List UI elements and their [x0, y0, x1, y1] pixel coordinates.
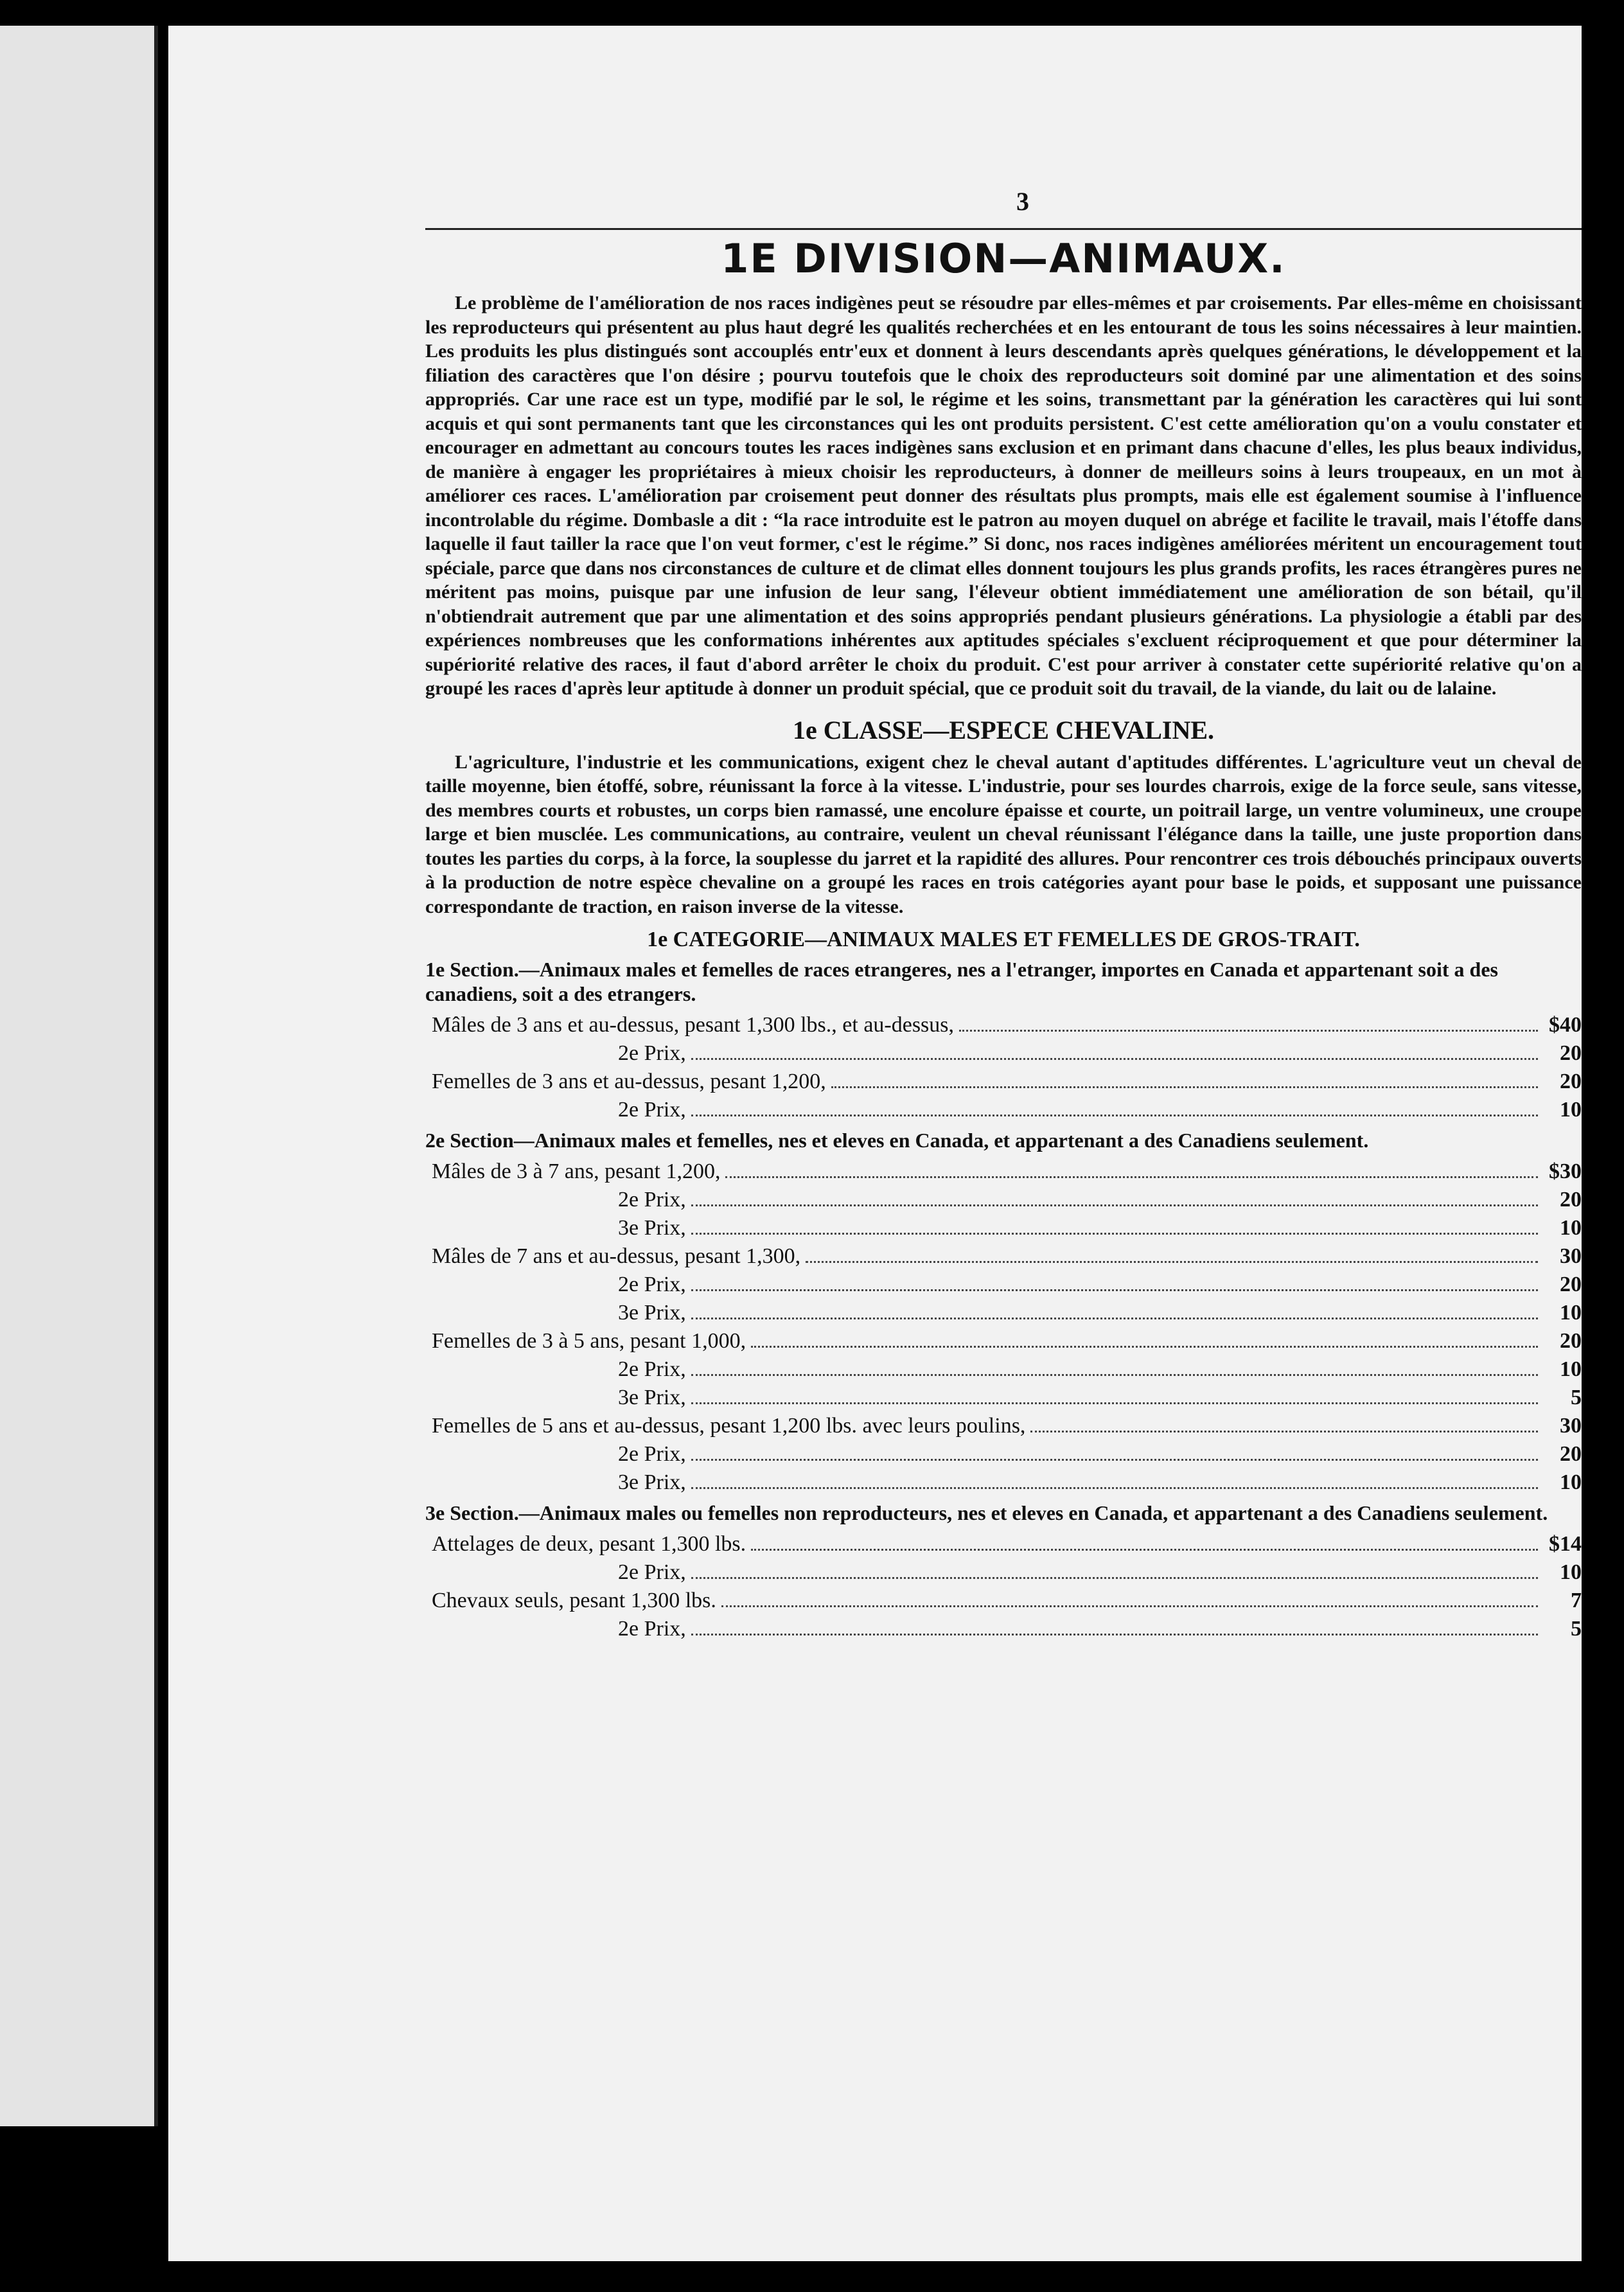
prize-label: Attelages de deux, pesant 1,300 lbs. — [432, 1532, 746, 1556]
leader-dots — [691, 1318, 1538, 1319]
prize-amount: $40 — [1549, 1013, 1582, 1037]
prize-label: 3e Prix, — [618, 1470, 686, 1494]
prize-label: 2e Prix, — [618, 1617, 686, 1641]
prize-label: 2e Prix, — [618, 1188, 686, 1212]
prize-amount: 7 — [1571, 1589, 1582, 1612]
prize-label: 2e Prix, — [618, 1357, 686, 1381]
prize-label: Mâles de 7 ans et au-dessus, pesant 1,300, — [432, 1244, 801, 1268]
prize-label: 3e Prix, — [618, 1386, 686, 1409]
prize-row — [425, 1011, 1582, 1039]
prize-row — [425, 1384, 1582, 1412]
prize-amount: 10 — [1560, 1098, 1582, 1122]
division-title: 1E DIVISION—ANIMAUX. — [721, 235, 1286, 282]
prize-label: Femelles de 3 à 5 ans, pesant 1,000, — [432, 1329, 746, 1353]
prize-label: Femelles de 5 ans et au-dessus, pesant 1,200 lbs. avec leurs poulins, — [432, 1414, 1026, 1438]
prize-row — [425, 1558, 1582, 1587]
prize-row — [425, 1158, 1582, 1186]
document-page — [168, 26, 1582, 2261]
prize-amount: 30 — [1560, 1244, 1582, 1268]
leader-dots — [691, 1289, 1538, 1291]
leader-dots — [959, 1030, 1538, 1032]
prize-label: 2e Prix, — [618, 1442, 686, 1466]
prize-amount: $30 — [1549, 1159, 1582, 1183]
prize-row — [425, 1242, 1582, 1271]
prize-row — [425, 1186, 1582, 1214]
prize-amount: 10 — [1560, 1560, 1582, 1584]
prize-label: Mâles de 3 à 7 ans, pesant 1,200, — [432, 1159, 721, 1183]
leader-dots — [691, 1374, 1538, 1376]
prize-amount: 20 — [1560, 1188, 1582, 1212]
prize-label: 3e Prix, — [618, 1301, 686, 1325]
leader-dots — [725, 1176, 1538, 1178]
prize-amount: 20 — [1560, 1070, 1582, 1093]
page-number: 3 — [1016, 187, 1029, 216]
leader-dots — [691, 1459, 1538, 1461]
leader-dots — [1030, 1431, 1538, 1432]
prize-amount: 20 — [1560, 1329, 1582, 1353]
facing-page-edge — [0, 26, 158, 2126]
prize-row — [425, 1214, 1582, 1242]
section-title: 2e Section—Animaux males et femelles, nes et eleves en Canada, et appartenant a des Canadiens seulement. — [425, 1129, 1369, 1152]
prize-label: 2e Prix, — [618, 1098, 686, 1122]
leader-dots — [751, 1346, 1538, 1348]
prize-row — [425, 1615, 1582, 1643]
prize-row — [425, 1068, 1582, 1096]
leader-dots — [831, 1086, 1538, 1088]
leader-dots — [806, 1261, 1538, 1263]
prize-amount: 20 — [1560, 1041, 1582, 1065]
prize-label: 3e Prix, — [618, 1216, 686, 1240]
prize-amount: 20 — [1560, 1273, 1582, 1296]
intro-paragraph: Le problème de l'amélioration de nos races indigènes peut se résoudre par elles-mêmes et par croisements. Par elles-même en choisissant les reproducteurs qui présentent au plus haut degré les qualités recherchées et en les entourant de tous les soins nécessaires à leur maintien. Les produits les plus distingués sont accouplés entr'eux et donnent à leurs descendants après quelques générations, le développement et la filiation des caractères que l'on désire ; pourvu toutefois que le choix des reproducteurs soit dominé par une alimentation et des soins appropriés. Car une race est un type, modifié par le sol, le régime et les soins, transmettant par la génération les caractères qui lui sont acquis et qui sont permanents tant que les circonstances qui les ont produits persistent. C'est cette amélioration qu'on a voulu constater et encourager en admettant au concours toutes les races indigènes sans exclusion et en primant dans chacune d'elles, les plus beaux individus, de manière à engager les propriétaires à mieux choisir les reproducteurs, à donner de meilleurs soins à leurs troupeaux, en un mot à améliorer ces races. L'amélioration par croisement peut donner des résultats plus prompts, mais elle est également soumise à l'influence incontrolable du régime. Dombasle a dit : “la race introduite est le patron au moyen duquel on abrége et facilite le travail, mais l'étoffe dans laquelle il faut tailler la race que l'on veut former, c'est le régime.” Si donc, nos races indigènes améliorées méritent un encouragement tout spéciale, parce que dans nos circonstances de culture et de climat elles donnent toujours les plus grands profits, les races étrangères pures ne méritent pas moins, puisque par une infusion de leur sang, l'éleveur obtient immédiatement une amélioration de son bétail, qu'il n'obtiendrait autrement que par une alimentation et des soins appropriés pendant plusieurs générations. La physiologie a établi par des expériences nombreuses que les conformations inhérentes aux aptitudes spéciales s'excluent réciproquement et que pour déterminer la supériorité relative des races, il faut d'abord arrêter le choix du produit. C'est pour arriver à constater cette supériorité relative qu'on a groupé les races d'après leur aptitude à donner un produit spécial, que ce produit soit du travail, de la viande, du lait ou de lalaine. — [425, 292, 1582, 699]
prize-row — [425, 1096, 1582, 1124]
leader-dots — [691, 1233, 1538, 1235]
header-rule — [425, 228, 1582, 230]
prize-label: 2e Prix, — [618, 1273, 686, 1296]
page-content — [425, 186, 1582, 1643]
prize-label: Chevaux seuls, pesant 1,300 lbs. — [432, 1589, 716, 1612]
prize-row — [425, 1468, 1582, 1497]
class-title: 1e CLASSE—ESPECE CHEVALINE. — [792, 715, 1215, 745]
prize-row — [425, 1271, 1582, 1299]
prize-amount: 5 — [1571, 1386, 1582, 1409]
prize-row — [425, 1412, 1582, 1440]
prize-row — [425, 1355, 1582, 1384]
prize-label: 2e Prix, — [618, 1560, 686, 1584]
prize-amount: 10 — [1560, 1357, 1582, 1381]
leader-dots — [691, 1402, 1538, 1404]
leader-dots — [691, 1634, 1538, 1635]
category-title: 1e CATEGORIE—ANIMAUX MALES ET FEMELLES DE GROS-TRAIT. — [647, 928, 1360, 951]
leader-dots — [751, 1549, 1538, 1551]
leader-dots — [691, 1204, 1538, 1206]
class-paragraph: L'agriculture, l'industrie et les communications, exigent chez le cheval autant d'aptitudes différentes. L'agriculture veut un cheval de taille moyenne, bien étoffé, sobre, réunissant la force à la vitesse. L'industrie, pour ses lourdes charrois, exige de la force seule, sans vitesse, des membres courts et robustes, un corps bien ramassé, une encolure épaisse et courte, un poitrail large, un ventre volumineux, une croupe large et bien musclée. Les communications, au contraire, veulent un cheval réunissant l'élégance dans la taille, une juste proportion dans toutes les parties du corps, à la force, la souplesse du jarret et la rapidité des allures. Pour rencontrer ces trois débouchés principaux ouverts à la production de notre espèce chevaline on a groupé les races en trois catégories ayant pour base le poids, et supposant une puissance correspondante de traction, en raison inverse de la vitesse. — [425, 751, 1582, 917]
prize-label: Femelles de 3 ans et au-dessus, pesant 1,200, — [432, 1070, 826, 1093]
prize-label: Mâles de 3 ans et au-dessus, pesant 1,300 lbs., et au-dessus, — [432, 1013, 955, 1037]
prize-row — [425, 1587, 1582, 1615]
prize-amount: 10 — [1560, 1470, 1582, 1494]
prize-amount: 30 — [1560, 1414, 1582, 1438]
leader-dots — [721, 1605, 1538, 1607]
prize-amount: 10 — [1560, 1216, 1582, 1240]
prize-label: 2e Prix, — [618, 1041, 686, 1065]
prize-amount: 10 — [1560, 1301, 1582, 1325]
prize-row — [425, 1299, 1582, 1327]
section-title: 1e Section.—Animaux males et femelles de races etrangeres, nes a l'etranger, importes en Canada et appartenant soit a des canadiens, soit a des etrangers. — [425, 958, 1498, 1005]
section-title: 3e Section.—Animaux males ou femelles non reproducteurs, nes et eleves en Canada, et appartenant a des Canadiens seulement. — [425, 1501, 1548, 1524]
leader-dots — [691, 1577, 1538, 1579]
prize-amount: $14 — [1549, 1532, 1582, 1556]
prize-row — [425, 1530, 1582, 1558]
prize-sections — [425, 957, 1582, 1643]
prize-amount: 5 — [1571, 1617, 1582, 1641]
leader-dots — [691, 1487, 1538, 1489]
prize-row — [425, 1039, 1582, 1068]
leader-dots — [691, 1115, 1538, 1116]
prize-row — [425, 1327, 1582, 1355]
prize-row — [425, 1440, 1582, 1468]
prize-amount: 20 — [1560, 1442, 1582, 1466]
leader-dots — [691, 1058, 1538, 1060]
